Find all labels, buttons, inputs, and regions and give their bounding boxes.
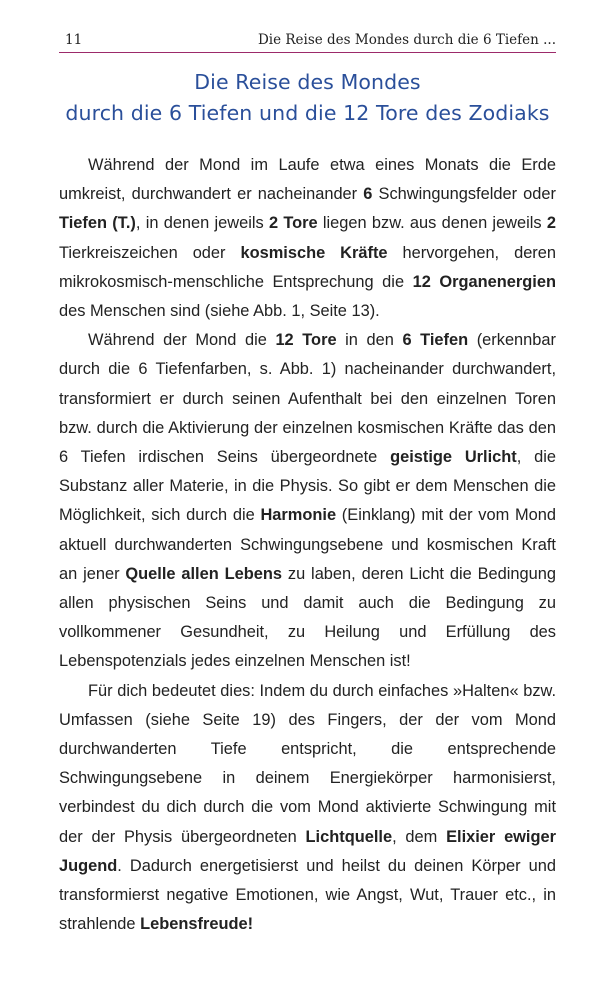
- bold-term: Quelle allen Lebens: [125, 564, 282, 583]
- text-run: , dem: [392, 827, 447, 846]
- bold-term: 6: [363, 185, 373, 204]
- bold-term: Lichtquelle: [305, 827, 393, 846]
- text-run: (Einklang) mit der vom Mond aktuell durchwanderten Schwingungsebene und kosmischen Kraft an jener: [59, 506, 556, 583]
- text-run: zu laben, deren Licht die Bedingung allen physischen Seins und damit auch die Bedingung zu vollkommener Gesundheit, zu Heilung und Erfüllung des Lebenspotenzials jedes einzelnen Menschen ist!: [59, 564, 556, 671]
- paragraph: [59, 151, 556, 326]
- text-run: , in denen jeweils: [135, 214, 269, 233]
- page-header: [59, 30, 556, 53]
- text-run: hervorgehen, deren mikrokosmisch-menschliche Entsprechung die: [59, 243, 556, 291]
- text-run: Tierkreiszeichen oder: [59, 243, 241, 262]
- bold-term: 12 Organenergien: [412, 272, 556, 291]
- bold-term: kosmische Kräfte: [240, 243, 388, 262]
- paragraph: [59, 326, 556, 676]
- book-page: [59, 30, 556, 939]
- page-number: 11: [65, 32, 83, 48]
- bold-term: 12 Tore: [275, 331, 337, 350]
- bold-term: 2: [546, 214, 556, 233]
- text-run: liegen bzw. aus denen jeweils: [317, 214, 547, 233]
- text-run: Für dich bedeutet dies: Indem du durch einfaches »Halten« bzw. Umfassen (siehe Seite 19) des Fingers, der der vom Mond durchwanderten Tiefe entspricht, die entsprechende Schwingungsebene in deinem Energiekörper harmonisierst, verbindest du dich durch die vom Mond aktivierte Schwingung mit der der Physis übergeordneten: [59, 681, 556, 846]
- text-run: des Menschen sind (siehe Abb. 1, Seite 13).: [59, 302, 380, 321]
- text-run: Während der Mond im Laufe etwa eines Monats die Erde umkreist, durchwandert er nacheinander: [59, 156, 556, 204]
- bold-term: 2 Tore: [268, 214, 318, 233]
- body-text: [59, 151, 556, 939]
- text-run: Während der Mond die: [88, 331, 276, 350]
- text-run: in den: [336, 331, 403, 350]
- bold-term: Tiefen (T.): [59, 214, 136, 233]
- bold-term: Harmonie: [260, 506, 337, 525]
- bold-term: Lebensfreude!: [140, 915, 254, 934]
- bold-term: 6 Tiefen: [402, 331, 469, 350]
- chapter-title-line-1: Die Reise des Mondes: [194, 70, 421, 94]
- running-head: Die Reise des Mondes durch die 6 Tiefen ...: [257, 32, 556, 48]
- bold-term: geistige Urlicht: [390, 448, 517, 467]
- text-run: . Dadurch energetisierst und heilst du deinen Körper und transformierst negative Emotionen, wie Angst, Wut, Trauer etc., in strahlende: [59, 856, 556, 934]
- bold-term: Elixier ewiger Jugend: [59, 827, 556, 875]
- text-run: (erkennbar durch die 6 Tiefenfarben, s. Abb. 1) nacheinander durchwandert, transformiert er durch seinen Aufenthalt bei den einzelnen Toren bzw. durch die Aktivierung der einzelnen kosmischen Kräfte das den 6 Tiefen irdischen Seins übergeordnete: [59, 331, 556, 467]
- chapter-title: [59, 67, 556, 129]
- chapter-title-line-2: durch die 6 Tiefen und die 12 Tore des Zodiaks: [65, 101, 550, 125]
- text-run: , die Substanz aller Materie, in die Physis. So gibt er dem Menschen die Möglichkeit, sich durch die: [59, 448, 556, 525]
- text-run: Schwingungsfelder oder: [372, 185, 556, 204]
- paragraph: [59, 677, 556, 940]
